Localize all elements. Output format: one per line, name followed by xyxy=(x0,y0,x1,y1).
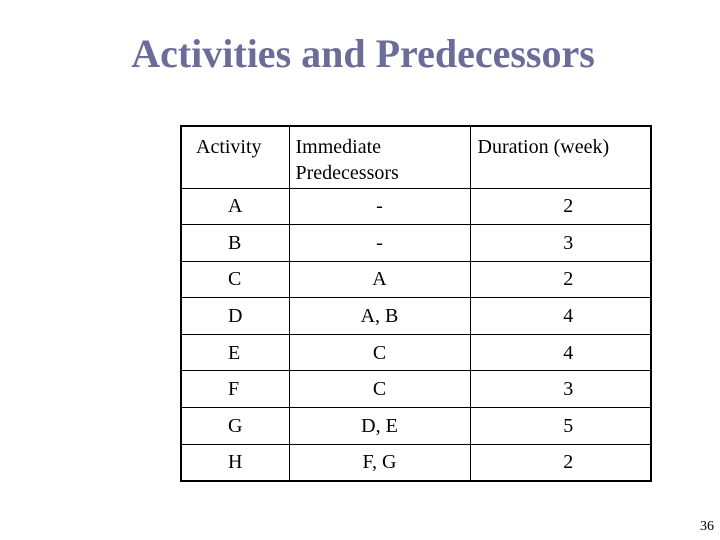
table-row xyxy=(181,298,651,335)
cell-duration: 4 xyxy=(470,298,651,335)
cell-predecessors: F, G xyxy=(289,444,470,481)
cell-activity: D xyxy=(181,298,289,335)
cell-predecessors: C xyxy=(289,334,470,371)
cell-activity: C xyxy=(181,261,289,298)
activities-table xyxy=(180,125,652,482)
cell-duration: 4 xyxy=(470,334,651,371)
cell-duration: 2 xyxy=(470,444,651,481)
cell-activity: A xyxy=(181,188,289,225)
table-row xyxy=(181,408,651,445)
slide-title: Activities and Predecessors xyxy=(131,31,595,76)
header-predecessors-line2: Predecessors xyxy=(295,162,399,184)
cell-duration: 2 xyxy=(470,188,651,225)
table-row xyxy=(181,225,651,262)
table-row xyxy=(181,371,651,408)
table-row xyxy=(181,444,651,481)
cell-activity: G xyxy=(181,408,289,445)
cell-duration: 3 xyxy=(470,371,651,408)
cell-activity: F xyxy=(181,371,289,408)
header-duration: Duration (week) xyxy=(470,126,651,188)
cell-duration: 3 xyxy=(470,225,651,262)
cell-activity: B xyxy=(181,225,289,262)
table-row xyxy=(181,334,651,371)
cell-predecessors: A, B xyxy=(289,298,470,335)
table-row xyxy=(181,261,651,298)
header-activity: Activity xyxy=(181,126,289,188)
cell-predecessors: C xyxy=(289,371,470,408)
cell-predecessors: - xyxy=(289,225,470,262)
table-header-row xyxy=(181,126,651,188)
page-number: 36 xyxy=(700,519,714,534)
cell-predecessors: D, E xyxy=(289,408,470,445)
cell-duration: 2 xyxy=(470,261,651,298)
cell-predecessors: - xyxy=(289,188,470,225)
cell-duration: 5 xyxy=(470,408,651,445)
table-row xyxy=(181,188,651,225)
cell-activity: E xyxy=(181,334,289,371)
cell-activity: H xyxy=(181,444,289,481)
cell-predecessors: A xyxy=(289,261,470,298)
header-predecessors-line1: Immediate xyxy=(295,136,382,158)
header-immediate-predecessors xyxy=(289,126,470,188)
